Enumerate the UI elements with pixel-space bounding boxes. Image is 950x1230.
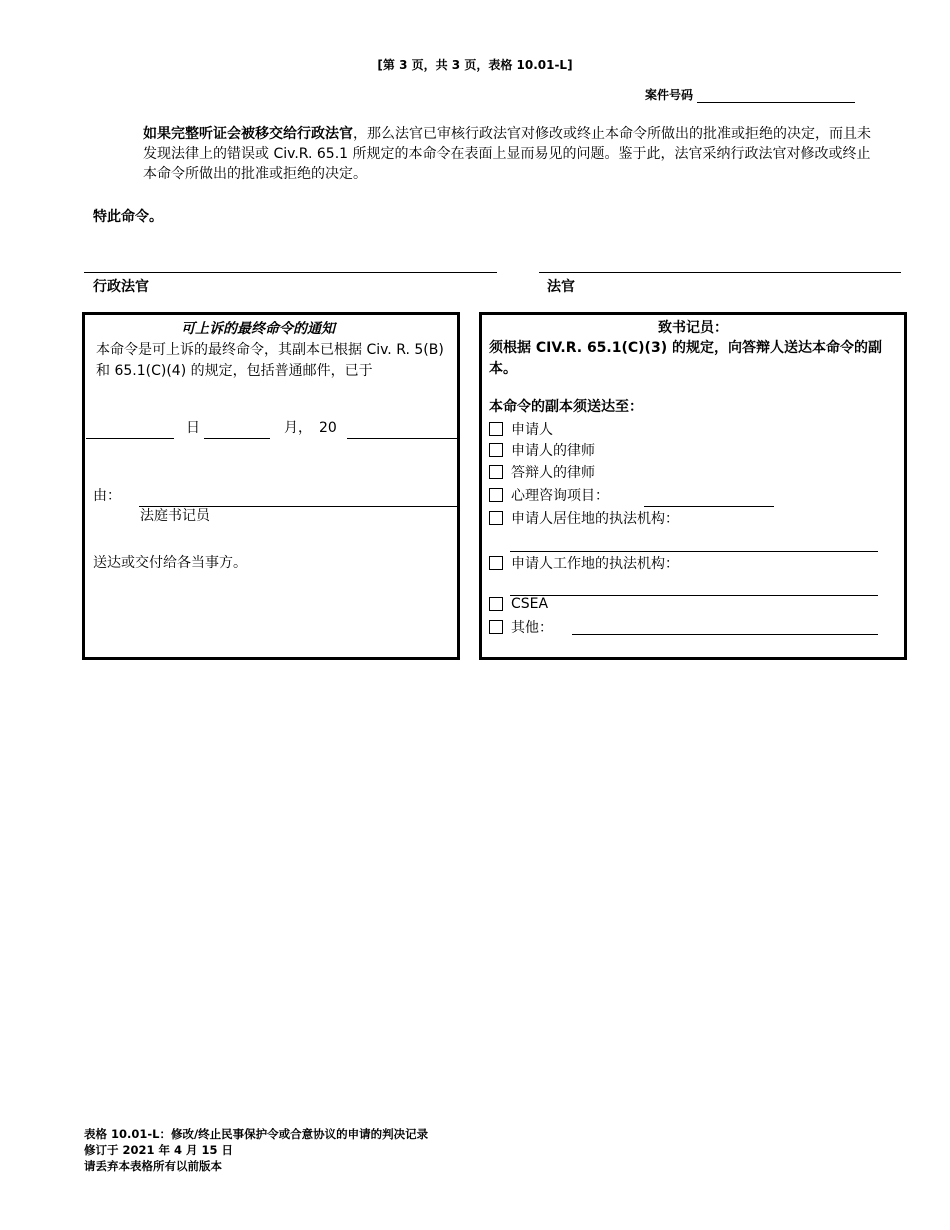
case-number-field	[645, 86, 855, 103]
page-header: [第 3 页，共 3 页，表格 10.01-L]	[377, 58, 573, 72]
law-enforcement-work-checkbox[interactable]	[489, 556, 503, 570]
day-blank[interactable]	[86, 438, 174, 439]
counseling-checkbox[interactable]	[489, 488, 503, 502]
other-blank[interactable]	[572, 634, 878, 635]
other-label: 其他：	[511, 620, 553, 636]
respondent-attorney-checkbox[interactable]	[489, 465, 503, 479]
law-enforcement-residence-label: 申请人居住地的执法机构：	[511, 511, 679, 527]
law-enforcement-work-label: 申请人工作地的执法机构：	[511, 556, 679, 572]
footer-form-title: 表格 10.01-L：修改/终止民事保护令或合意协议的申请的判决记录	[84, 1127, 429, 1141]
adoption-paragraph	[143, 124, 883, 184]
by-label: 由：	[93, 488, 121, 504]
month-blank[interactable]	[204, 438, 270, 439]
option-csea[interactable]	[489, 596, 548, 612]
option-respondent-attorney[interactable]	[489, 462, 595, 482]
day-label: 日	[186, 420, 200, 436]
year-blank[interactable]	[347, 438, 457, 439]
petitioner-checkbox[interactable]	[489, 422, 503, 436]
case-number-input[interactable]	[697, 90, 855, 103]
footer-discard-note: 请丢弃本表格所有以前版本	[84, 1159, 222, 1173]
option-petitioner[interactable]	[489, 419, 553, 439]
respondent-attorney-label: 答辩人的律师	[511, 465, 595, 481]
counseling-label: 心理咨询项目：	[511, 488, 609, 504]
petitioner-attorney-checkbox[interactable]	[489, 443, 503, 457]
magistrate-label: 行政法官	[93, 279, 149, 295]
clerk-box-title: 致书记员：	[658, 320, 728, 336]
option-other[interactable]	[489, 617, 553, 637]
option-petitioner-attorney[interactable]	[489, 440, 595, 460]
other-checkbox[interactable]	[489, 620, 503, 634]
notice-text: 本命令是可上诉的最终命令，其副本已根据 Civ. R. 5(B) 和 65.1(C)(4) 的规定，包括普通邮件，已于	[96, 342, 444, 379]
clerk-label: 法庭书记员	[140, 508, 210, 524]
paragraph-bold-lead: 如果完整听证会被移交给行政法官	[143, 126, 353, 142]
csea-checkbox[interactable]	[489, 597, 503, 611]
copies-label: 本命令的副本须送达至：	[489, 399, 643, 415]
law-enforcement-work-blank[interactable]	[510, 595, 878, 596]
notice-title: 可上诉的最终命令的通知	[181, 321, 335, 337]
footer-revision: 修订于 2021 年 4 月 15 日	[84, 1143, 234, 1157]
judge-label: 法官	[547, 279, 575, 295]
served-text: 送达或交付给各当事方。	[93, 555, 247, 571]
law-enforcement-residence-blank[interactable]	[510, 551, 878, 552]
law-enforcement-residence-checkbox[interactable]	[489, 511, 503, 525]
paragraph-text: ，那么法官已审核行政法官对修改或终止本命令所做出的批准或拒绝的决定，而且未发现法律上的错误或 Civ.R. 65.1 所规定的本命令在表面上显而易见的问题。鉴于此，法官采纳行政法官对修改或终止本命令所做出的批准或拒绝的决定。	[143, 126, 871, 182]
case-number-label: 案件号码	[645, 88, 694, 102]
option-counseling[interactable]	[489, 485, 609, 505]
month-label: 月，	[284, 420, 312, 436]
csea-label: CSEA	[511, 596, 549, 612]
petitioner-label: 申请人	[511, 422, 553, 438]
magistrate-signature-line[interactable]	[84, 272, 497, 273]
so-ordered: 特此命令。	[93, 209, 163, 225]
judge-signature-line[interactable]	[539, 272, 901, 273]
year-prefix: 20	[319, 420, 337, 436]
counseling-blank[interactable]	[644, 506, 774, 507]
option-law-enforcement-residence[interactable]	[489, 508, 679, 528]
option-law-enforcement-work[interactable]	[489, 553, 679, 573]
petitioner-attorney-label: 申请人的律师	[511, 443, 595, 459]
clerk-instruction: 须根据 CIV.R. 65.1(C)(3) 的规定，向答辩人送达本命令的副本。	[489, 340, 882, 377]
